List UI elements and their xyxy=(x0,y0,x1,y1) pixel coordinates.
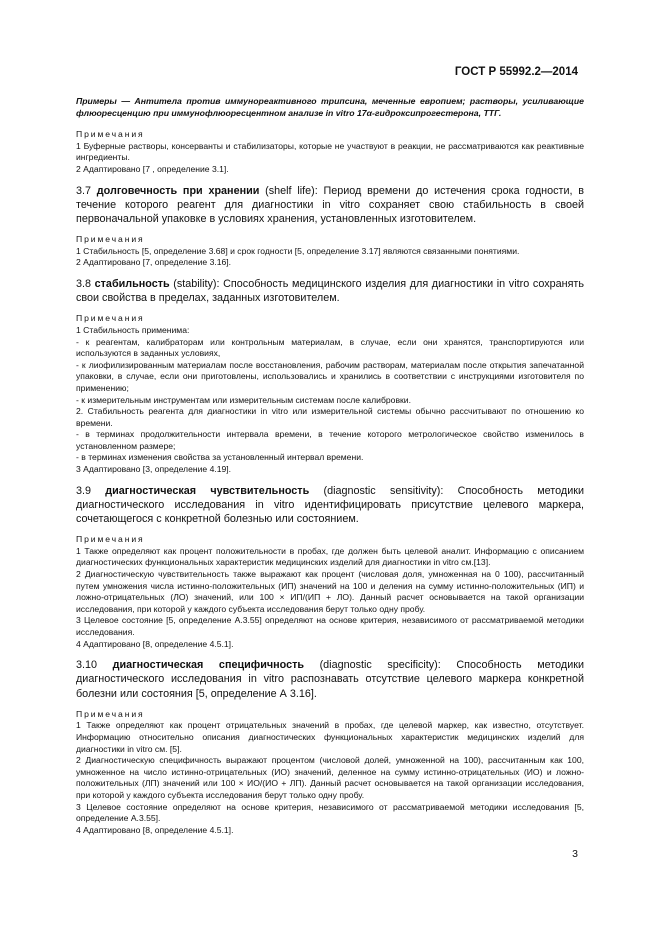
note-item: 2 Диагностическую чувствительность также выражают как процент (числовая доля, умноженная на 0 100), рассчитанный путем умножения числа истинно-положительных (ИП) значений на 100 и деления на сумму истинно-положительных (ИП) и ложно-отрицательных (ЛО) значений, или 100 × ИП/(ИП + ЛО). Данный расчет основывается на такой организации исследования, при которой у каждого субъекта исследования берут только одну пробу. xyxy=(76,569,584,614)
note-item: 1 Также определяют как процент отрицательных значений в пробах, где целевой маркер, как известно, отсутствует. Информацию относительно описания диагностических функциональных характеристик медицинских изделий для диагностики in vitro см. [5]. xyxy=(76,720,584,754)
term-definition: (diagnostic sensitivity): Способность методики диагностического исследования in vitro идентифицировать присутствие целевого маркера, сочетающегося с конкретной болезнью или состоянием. xyxy=(76,484,584,526)
document-id-header: ГОСТ Р 55992.2—2014 xyxy=(454,66,578,78)
note-item: 3 Адаптировано [3, определение 4.19]. xyxy=(76,464,232,475)
page-number: 3 xyxy=(572,848,578,860)
note-dash-item: - в терминах продолжительности интервала времени, в течение которого метрологическое свойство изменилось в установленном размере; xyxy=(76,429,584,451)
term-definition: (diagnostic specificity): Способность методики диагностического исследования in vitro распознавать отсутствие целевого маркера конкретной болезни или состояния [5, определение А 3.16]. xyxy=(76,659,584,700)
notes-heading: Примечания xyxy=(76,129,145,140)
term-definition: (stability): Способность медицинского изделия для диагностики in vitro сохранять свои свойства в пределах, заданных изготовителем. xyxy=(76,277,585,305)
note-item: 4 Адаптировано [8, определение 4.5.1]. xyxy=(76,638,234,649)
notes-heading: Примечания xyxy=(76,313,145,324)
note-item: 2 Адаптировано [7 , определение 3.1]. xyxy=(76,163,229,174)
note-item: 1 Буферные растворы, консерванты и стабилизаторы, которые не участвуют в реакции, не рассматриваются как реактивные ингредиенты. xyxy=(76,140,584,163)
term-3-10 xyxy=(76,658,584,701)
note-item: 2 Диагностическую специфичность выражают процентом (числовой долей, умноженной на 100), рассчитанным как 100, умноженное на число истинно-отрицательных (ИО) значений, деленное на сумму истинно-отрицательных (ИО) и ложно-положительных (ЛП) значений или 100 × ИО/(ИО + ЛП). Данный расчет основывается на такой организации исследования, при которой у каждого субъекта исследования берут только одну пробу. xyxy=(76,755,584,800)
term-3-7 xyxy=(76,184,584,227)
term-number: 3.7 xyxy=(76,184,92,197)
note-item: 3 Целевое состояние [5, определение А.3.55] определяют на основе критерия, независимого от рассматриваемой методики исследования. xyxy=(76,615,584,638)
term-title: диагностическая чувствительность xyxy=(105,484,310,497)
note-item: 3 Целевое состояние определяют на основе критерия, независимого от рассматриваемой методики исследования [5, определение А.3.55]. xyxy=(76,801,584,824)
term-title: стабильность xyxy=(94,277,170,290)
notes-heading: Примечания xyxy=(76,234,145,245)
note-dash-item: - к измерительным инструментам или измерительным системам после калибровки. xyxy=(76,394,411,405)
term-number: 3.10 xyxy=(76,659,98,672)
note-item: 1 Также определяют как процент положительности в пробах, где должен быть целевой аналит. Информацию с описанием диагностических функциональных характеристик медицинских изделий для диагностики in vitro см.[13]. xyxy=(76,545,584,568)
note-item: 1 Стабильность применима: xyxy=(76,324,190,335)
term-title: долговечность при хранении xyxy=(96,184,260,197)
example-paragraph: Примеры — Антитела против иммунореактивного трипсина, меченные европием; растворы, усиливающие флюоресценцию при иммунофлюоресцентном анализе in vitro 17α-гидроксипрогестерона, ТТГ. xyxy=(76,96,584,118)
notes-heading: Примечания xyxy=(76,534,145,545)
note-item: 2 Адаптировано [7, определение 3.16]. xyxy=(76,257,232,268)
term-definition: (shelf life): Период времени до истечения срока годности, в течение которого реагент для диагностики in vitro сохраняет свою стабильность в своей первоначальной упаковке в условиях хранения, установленных изготовителем. xyxy=(76,184,584,225)
term-number: 3.9 xyxy=(76,484,92,497)
note-item: 4 Адаптировано [8, определение 4.5.1]. xyxy=(76,824,234,835)
note-dash-item: - в терминах изменения свойства за установленный интервал времени. xyxy=(76,452,364,463)
note-dash-item: - к реагентам, калибраторам или контрольным материалам, в случае, если они хранятся, транспортируются или используются в заданных условиях, xyxy=(76,336,584,359)
note-dash-item: - к лиофилизированным материалам после восстановления, рабочим растворам, материалам после открытия запечатанной упаковки, в случае, если они приготовлены, использовались и хранились в соответствии с инструкциями изготовителя по применению; xyxy=(76,359,584,393)
notes-heading: Примечания xyxy=(76,708,145,719)
note-item: 2. Стабильность реагента для диагностики in vitro или измерительной системы обычно рассчитывают по отношению ко времени. xyxy=(76,406,584,428)
term-3-8 xyxy=(76,277,584,305)
term-title: диагностическая специфичность xyxy=(112,659,304,672)
note-item: 1 Стабильность [5, определение 3.68] и срок годности [5, определение 3.17] являются связанными понятиями. xyxy=(76,245,520,256)
page-content xyxy=(76,96,584,836)
term-number: 3.8 xyxy=(76,277,92,290)
term-3-9 xyxy=(76,484,584,527)
